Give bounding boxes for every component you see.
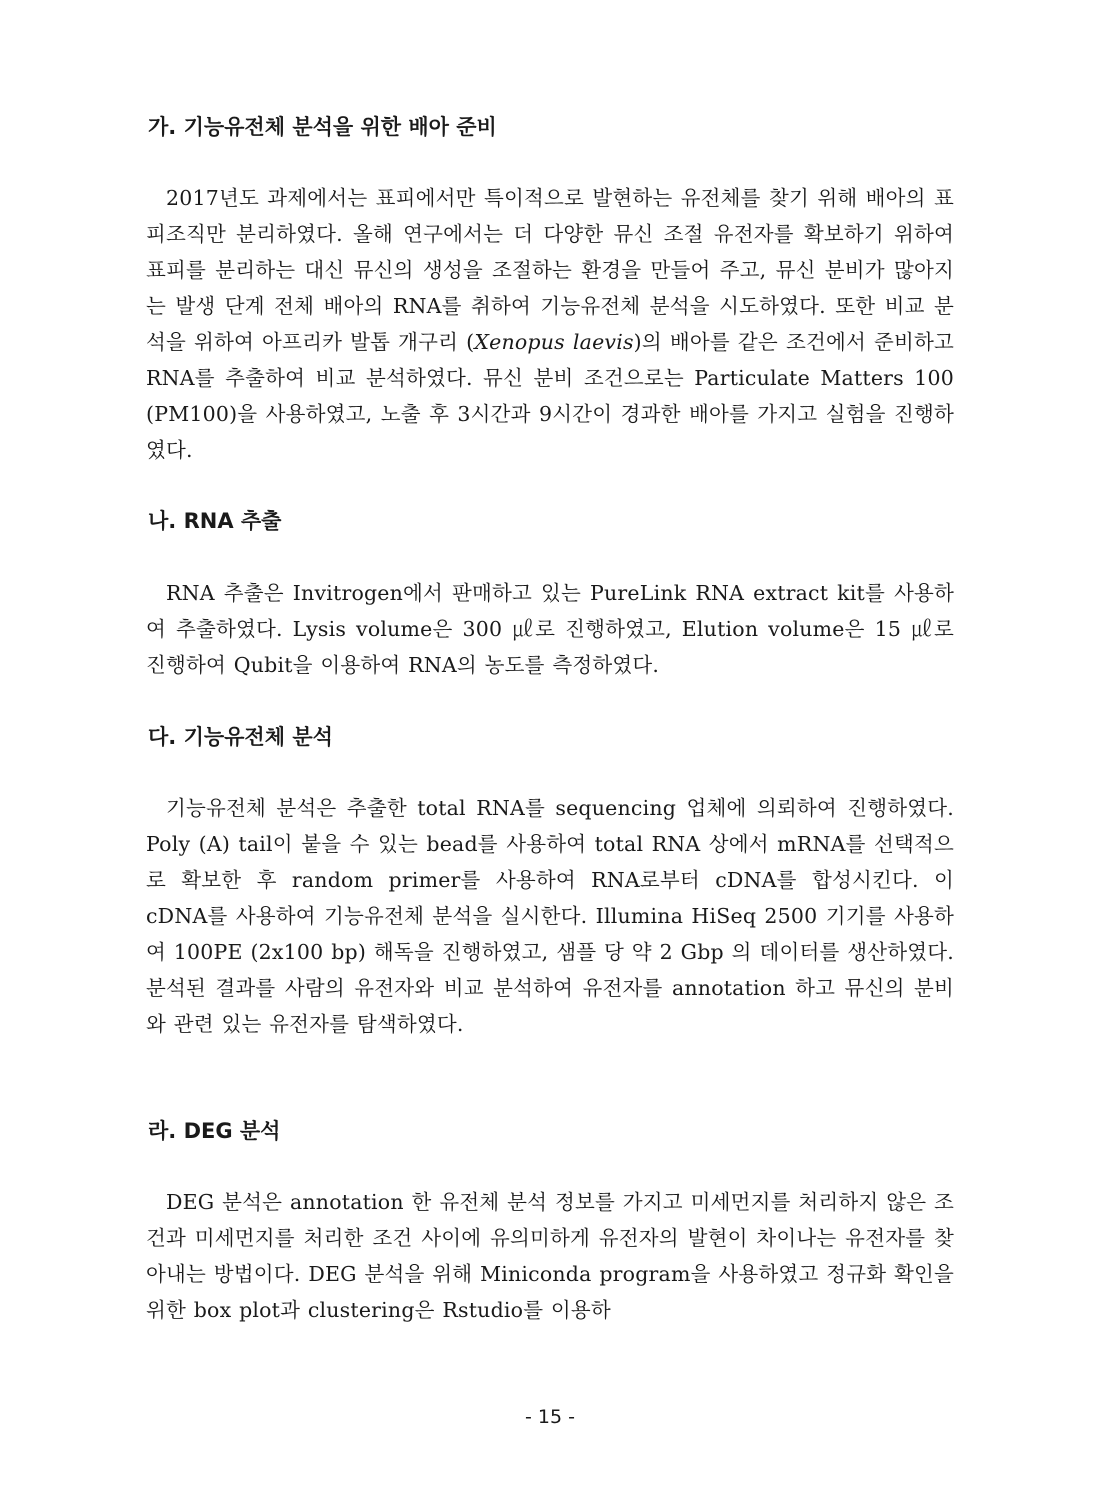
species-name: Xenopus laevis (474, 330, 634, 354)
section-deg-analysis (146, 1118, 954, 1328)
section-paragraph (146, 180, 954, 468)
page-number: - 15 - (525, 1406, 575, 1428)
section-heading: 다. 기능유전체 분석 (148, 725, 333, 749)
section-functional-genomics (146, 724, 954, 1042)
paragraph-text: 2017년도 과제에서는 표피에서만 특이적으로 발현하는 유전체를 찾기 위해 배아의 표피조직만 분리하였다. 올해 연구에서는 더 다양한 뮤신 조절 유전자를 확보하기 위하여 표피를 분리하는 대신 뮤신의 생성을 조절하는 환경을 만들어 주고, 뮤신 분비가 많아지는 발생 단계 전체 배아의 RNA를 취하여 기능유전체 분석을 시도하였다. 또한 비교 분석을 위하여 아프리카 발톱 개구리 ( (146, 186, 954, 354)
paragraph-text: )의 배아를 같은 조건에서 준비하고 RNA를 추출하여 비교 분석하였다. 뮤신 분비 조건으로는 Particulate Matters 100 (PM100)을 사용하였고, 노출 후 3시간과 9시간이 경과한 배아를 가지고 실험을 진행하였다. (146, 330, 954, 462)
section-heading: 라. DEG 분석 (148, 1119, 281, 1143)
section-embryo-preparation (146, 114, 954, 468)
section-paragraph: 기능유전체 분석은 추출한 total RNA를 sequencing 업체에 의뢰하여 진행하였다. Poly (A) tail이 붙을 수 있는 bead를 사용하여 total RNA 상에서 mRNA를 선택적으로 확보한 후 random primer를 사용하여 RNA로부터 cDNA를 합성시킨다. 이 cDNA를 사용하여 기능유전체 분석을 실시한다. Illumina HiSeq 2500 기기를 사용하여 100PE (2x100 bp) 해독을 진행하였고, 샘플 당 약 2 Gbp 의 데이터를 생산하였다. 분석된 결과를 사람의 유전자와 비교 분석하여 유전자를 annotation 하고 뮤신의 분비와 관련 있는 유전자를 탐색하였다. (146, 796, 954, 1036)
section-paragraph: DEG 분석은 annotation 한 유전체 분석 정보를 가지고 미세먼지를 처리하지 않은 조건과 미세먼지를 처리한 조건 사이에 유의미하게 유전자의 발현이 차이나는 유전자를 찾아내는 방법이다. DEG 분석을 위해 Miniconda program을 사용하였고 정규화 확인을 위한 box plot과 clustering은 Rstudio를 이용하 (146, 1190, 954, 1322)
section-rna-extraction (146, 508, 954, 683)
section-paragraph: RNA 추출은 Invitrogen에서 판매하고 있는 PureLink RNA extract kit를 사용하여 추출하였다. Lysis volume은 300 ㎕로 진행하였고, Elution volume은 15 ㎕로 진행하여 Qubit을 이용하여 RNA의 농도를 측정하였다. (146, 581, 954, 677)
section-heading: 나. RNA 추출 (148, 509, 282, 533)
section-heading: 가. 기능유전체 분석을 위한 배아 준비 (148, 115, 497, 139)
